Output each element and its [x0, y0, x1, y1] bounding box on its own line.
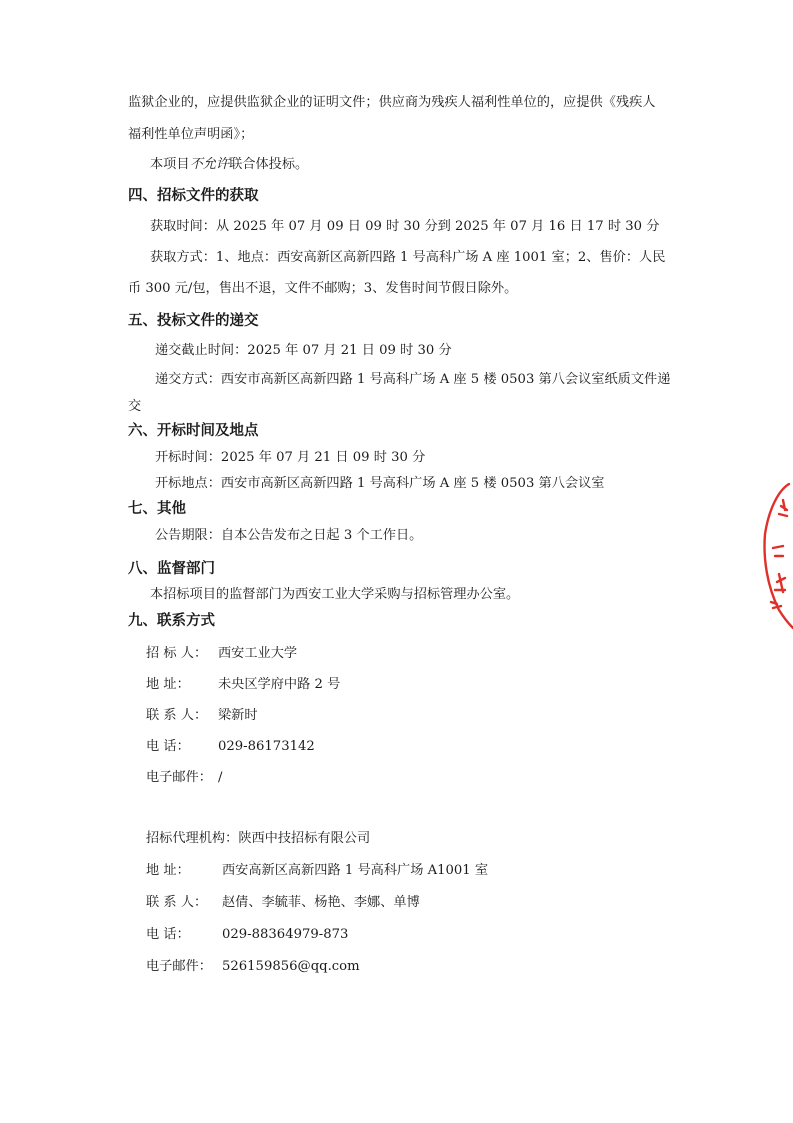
- agent-contact-row: [146, 894, 420, 912]
- buyer-email: /: [218, 770, 223, 785]
- section-9-heading: 九、联系方式: [128, 613, 215, 629]
- agent-name-row: [146, 830, 370, 848]
- section-8-heading: 八、监督部门: [128, 561, 215, 577]
- red-seal-stamp: [759, 478, 793, 630]
- buyer-address: 未央区学府中路 2 号: [218, 677, 341, 692]
- buyer-name: 西安工业大学: [218, 646, 298, 661]
- intro-line-1: 监狱企业的，应提供监狱企业的证明文件；供应商为残疾人福利性单位的，应提供《残疾人: [128, 95, 656, 110]
- agent-email: 526159856@qq.com: [222, 959, 360, 974]
- agent-name-label: 招标代理机构：: [146, 831, 239, 846]
- buyer-contact-label: 联 系 人：: [146, 708, 208, 723]
- s6-time: 开标时间：2025 年 07 月 21 日 09 时 30 分: [155, 450, 426, 465]
- buyer-name-row: [146, 645, 297, 663]
- s4-method-1: 获取方式：1、地点：西安高新区高新四路 1 号高科广场 A 座 1001 室；2、售价：人民: [150, 250, 666, 265]
- agent-email-row: [146, 958, 360, 976]
- agent-phone-label: 电 话：: [146, 927, 190, 942]
- buyer-address-label: 地 址：: [146, 677, 190, 692]
- agent-address-row: [146, 862, 488, 880]
- agent-contact-label: 联 系 人：: [146, 895, 208, 910]
- section-7-heading: 七、其他: [128, 501, 186, 517]
- buyer-name-label: 招 标 人：: [146, 646, 208, 661]
- buyer-phone: 029-86173142: [218, 739, 315, 754]
- agent-contact: 赵倩、李毓菲、杨艳、李娜、单博: [222, 895, 420, 910]
- consortium-prefix: 本项目: [150, 157, 190, 172]
- buyer-email-label: 电子邮件：: [146, 770, 212, 785]
- agent-email-label: 电子邮件：: [146, 959, 212, 974]
- agent-address-label: 地 址：: [146, 863, 190, 878]
- agent-address: 西安高新区高新四路 1 号高科广场 A1001 室: [222, 863, 489, 878]
- consortium-emphasis: 不允许: [189, 157, 230, 172]
- s4-method-2: 币 300 元/包，售出不退，文件不邮购；3、发售时间节假日除外。: [128, 281, 518, 296]
- s8-text: 本招标项目的监督部门为西安工业大学采购与招标管理办公室。: [150, 587, 520, 602]
- buyer-phone-label: 电 话：: [146, 739, 190, 754]
- s4-time: 获取时间：从 2025 年 07 月 09 日 09 时 30 分到 2025 年 07 月 16 日 17 时 30 分: [150, 219, 660, 234]
- section-4-heading: 四、招标文件的获取: [128, 188, 259, 204]
- s7-notice: 公告期限：自本公告发布之日起 3 个工作日。: [155, 528, 423, 543]
- consortium-suffix: 联合体投标。: [229, 157, 309, 172]
- agent-phone-row: [146, 926, 348, 944]
- s5-method-1: 递交方式：西安市高新区高新四路 1 号高科广场 A 座 5 楼 0503 第八会议室纸质文件递: [155, 372, 671, 387]
- s5-deadline: 递交截止时间：2025 年 07 月 21 日 09 时 30 分: [155, 343, 452, 358]
- consortium-note: [150, 156, 308, 174]
- buyer-phone-row: [146, 738, 315, 756]
- section-5-heading: 五、投标文件的递交: [128, 313, 259, 329]
- buyer-contact: 梁新时: [218, 708, 258, 723]
- s5-method-2: 交: [128, 399, 142, 414]
- intro-line-2: 福利性单位声明函》；: [128, 127, 254, 142]
- agent-name: 陕西中技招标有限公司: [238, 831, 371, 846]
- agent-phone: 029-88364979-873: [222, 927, 349, 942]
- section-6-heading: 六、开标时间及地点: [128, 423, 259, 439]
- buyer-email-row: [146, 769, 222, 787]
- buyer-address-row: [146, 676, 340, 694]
- s6-place: 开标地点：西安市高新区高新四路 1 号高科广场 A 座 5 楼 0503 第八会议室: [155, 476, 605, 491]
- buyer-contact-row: [146, 707, 258, 725]
